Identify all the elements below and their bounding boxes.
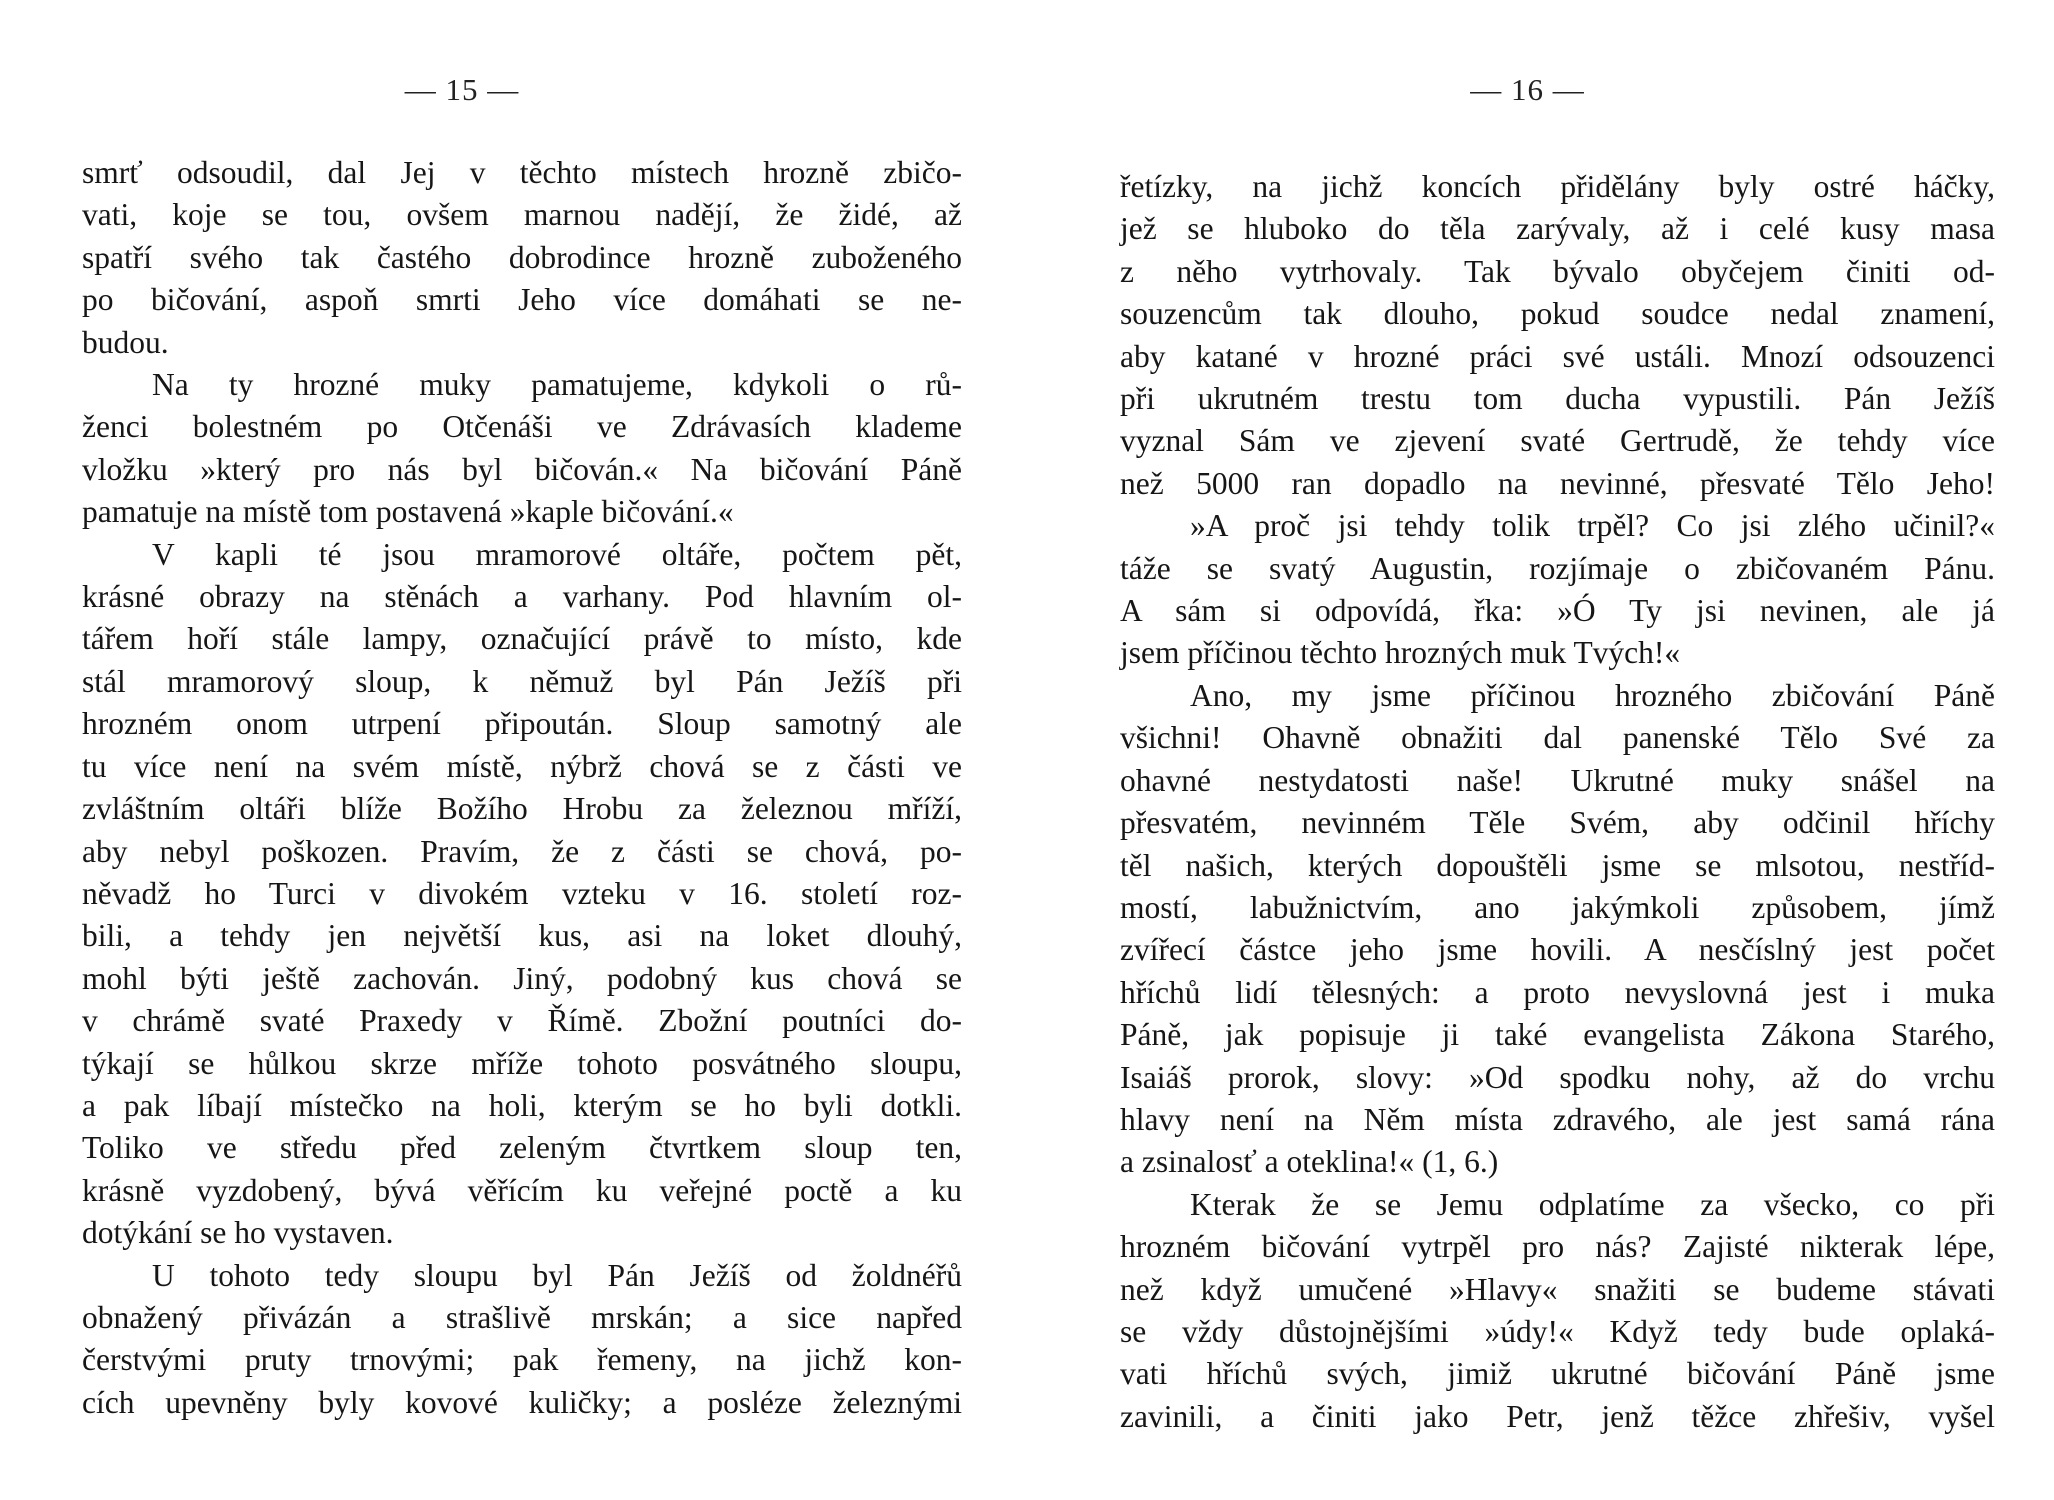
text-line: mostí, labužnictvím, ano jakýmkoli způsobem, jímž bbox=[1120, 889, 1995, 925]
text-line: těl našich, kterých dopouštěli jsme se mlsotou, nestříd- bbox=[1120, 847, 1995, 883]
text-line: se vždy důstojnějšími »údy!« Když tedy bude oplaká- bbox=[1120, 1313, 1995, 1349]
text-line: přesvatém, nevinném Těle Svém, aby odčinil hříchy bbox=[1120, 805, 1995, 841]
text-line: zvířecí částce jeho jsme hovili. A nesčíslný jest počet bbox=[1120, 932, 1995, 968]
text-line: při ukrutném trestu tom ducha vypustili. Pán Ježíš bbox=[1120, 381, 1995, 417]
page-body-text bbox=[82, 152, 962, 1424]
text-line: z něho vytrhovaly. Tak bývalo obyčejem činiti od- bbox=[1120, 253, 1995, 289]
text-line: A sám si odpovídá, řka: »Ó Ty jsi nevinen, ale já bbox=[1120, 593, 1995, 629]
text-line: ženci bolestném po Otčenáši ve Zdrávasích klademe bbox=[82, 409, 962, 445]
left-page bbox=[82, 0, 962, 1500]
text-line: dotýkání se ho vystaven. bbox=[82, 1215, 394, 1251]
text-line: Na ty hrozné muky pamatujeme, kdykoli o rů- bbox=[152, 367, 962, 403]
text-line: bili, a tehdy jen největší kus, asi na loket dlouhý, bbox=[82, 918, 962, 954]
text-line: vati, koje se tou, ovšem marnou nadějí, že židé, až bbox=[82, 197, 962, 233]
text-line: hrozném bičování vytrpěl pro nás? Zajisté nikterak lépe, bbox=[1120, 1229, 1995, 1265]
text-line: spatří svého tak častého dobrodince hrozně zuboženého bbox=[82, 239, 962, 275]
page-body-text bbox=[1120, 166, 1995, 1438]
text-line: a pak líbají místečko na holi, kterým se ho byli dotkli. bbox=[82, 1087, 962, 1123]
text-line: než když umučené »Hlavy« snažiti se budeme stávati bbox=[1120, 1271, 1995, 1307]
text-line: Isaiáš prorok, slovy: »Od spodku nohy, až do vrchu bbox=[1120, 1059, 1995, 1095]
text-line: tářem hoří stále lampy, označující právě to místo, kde bbox=[82, 621, 962, 657]
text-line: týkají se hůlkou skrze mříže tohoto posvátného sloupu, bbox=[82, 1045, 962, 1081]
text-line: cích upevněny byly kovové kuličky; a posléze železnými bbox=[82, 1384, 962, 1420]
text-line: čerstvými pruty trnovými; pak řemeny, na jichž kon- bbox=[82, 1342, 962, 1378]
text-line: vyznal Sám ve zjevení svaté Gertrudě, že tehdy více bbox=[1120, 423, 1995, 459]
page-number: — 16 — bbox=[1470, 72, 1585, 107]
text-line: U tohoto tedy sloupu byl Pán Ježíš od žoldnéřů bbox=[152, 1257, 962, 1293]
text-line: všichni! Ohavně obnažiti dal panenské Tělo Své za bbox=[1120, 720, 1995, 756]
text-line: souzencům tak dlouho, pokud soudce nedal znamení, bbox=[1120, 296, 1995, 332]
text-line: hříchů lidí tělesných: a proto nevyslovná jest i muka bbox=[1120, 974, 1995, 1010]
text-line: Páně, jak popisuje ji také evangelista Zákona Starého, bbox=[1120, 1017, 1995, 1053]
text-line: vati hříchů svých, jimiž ukrutné bičování Páně jsme bbox=[1120, 1356, 1995, 1392]
text-line: táže se svatý Augustin, rozjímaje o zbičovaném Pánu. bbox=[1120, 550, 1995, 586]
text-line: stál mramorový sloup, k němuž byl Pán Ježíš při bbox=[82, 663, 962, 699]
text-line: krásné obrazy na stěnách a varhany. Pod hlavním ol- bbox=[82, 579, 962, 615]
text-line: hrozném onom utrpení připoután. Sloup samotný ale bbox=[82, 706, 962, 742]
text-line: Kterak že se Jemu odplatíme za všecko, co při bbox=[1190, 1186, 1995, 1222]
text-line: jsem příčinou těchto hrozných muk Tvých!« bbox=[1120, 635, 1681, 671]
text-line: hlavy není na Něm místa zdravého, ale jest samá rána bbox=[1120, 1101, 1995, 1137]
text-line: vložku »který pro nás byl bičován.« Na bičování Páně bbox=[82, 451, 962, 487]
text-line: obnažený přivázán a strašlivě mrskán; a sice napřed bbox=[82, 1299, 962, 1335]
text-line: smrť odsoudil, dal Jej v těchto místech hrozně zbičo- bbox=[82, 155, 962, 190]
text-line: něvadž ho Turci v divokém vzteku v 16. století roz- bbox=[82, 875, 962, 911]
text-line: a zsinalosť a oteklina!« (1, 6.) bbox=[1120, 1144, 1499, 1180]
text-line: jež se hluboko do těla zarývaly, až i celé kusy masa bbox=[1120, 211, 1995, 247]
text-line: Toliko ve středu před zeleným čtvrtkem sloup ten, bbox=[82, 1130, 962, 1166]
text-line: než 5000 ran dopadlo na nevinné, přesvaté Tělo Jeho! bbox=[1120, 465, 1995, 501]
text-line: »A proč jsi tehdy tolik trpěl? Co jsi zlého učinil?« bbox=[1190, 508, 1995, 544]
text-line: aby katané v hrozné práci své ustáli. Mnozí odsouzenci bbox=[1120, 338, 1995, 374]
text-line: pamatuje na místě tom postavená »kaple bičování.« bbox=[82, 494, 734, 530]
text-line: krásně vyzdobený, bývá věřícím ku veřejné poctě a ku bbox=[82, 1172, 962, 1208]
text-line: ohavné nestydatosti naše! Ukrutné muky snášel na bbox=[1120, 762, 1995, 798]
text-line: budou. bbox=[82, 324, 169, 360]
text-line: tu více není na svém místě, nýbrž chová se z části ve bbox=[82, 748, 962, 784]
text-line: V kapli té jsou mramorové oltáře, počtem pět, bbox=[152, 536, 962, 572]
text-line: zvláštním oltáři blíže Božího Hrobu za železnou mříží, bbox=[82, 791, 962, 827]
text-line: Ano, my jsme příčinou hrozného zbičování Páně bbox=[1190, 677, 1995, 713]
text-line: aby nebyl poškozen. Pravím, že z části se chová, po- bbox=[82, 833, 962, 869]
right-page bbox=[1120, 0, 1995, 1500]
text-line: v chrámě svaté Praxedy v Římě. Zbožní poutníci do- bbox=[82, 1003, 962, 1039]
text-line: řetízky, na jichž koncích přidělány byly ostré háčky, bbox=[1120, 169, 1995, 204]
text-line: po bičování, aspoň smrti Jeho více domáhati se ne- bbox=[82, 282, 962, 318]
text-line: mohl býti ještě zachován. Jiný, podobný kus chová se bbox=[82, 960, 962, 996]
page-number: — 15 — bbox=[404, 72, 520, 107]
text-line: zavinili, a činiti jako Petr, jenž těžce zhřešiv, vyšel bbox=[1120, 1398, 1995, 1434]
